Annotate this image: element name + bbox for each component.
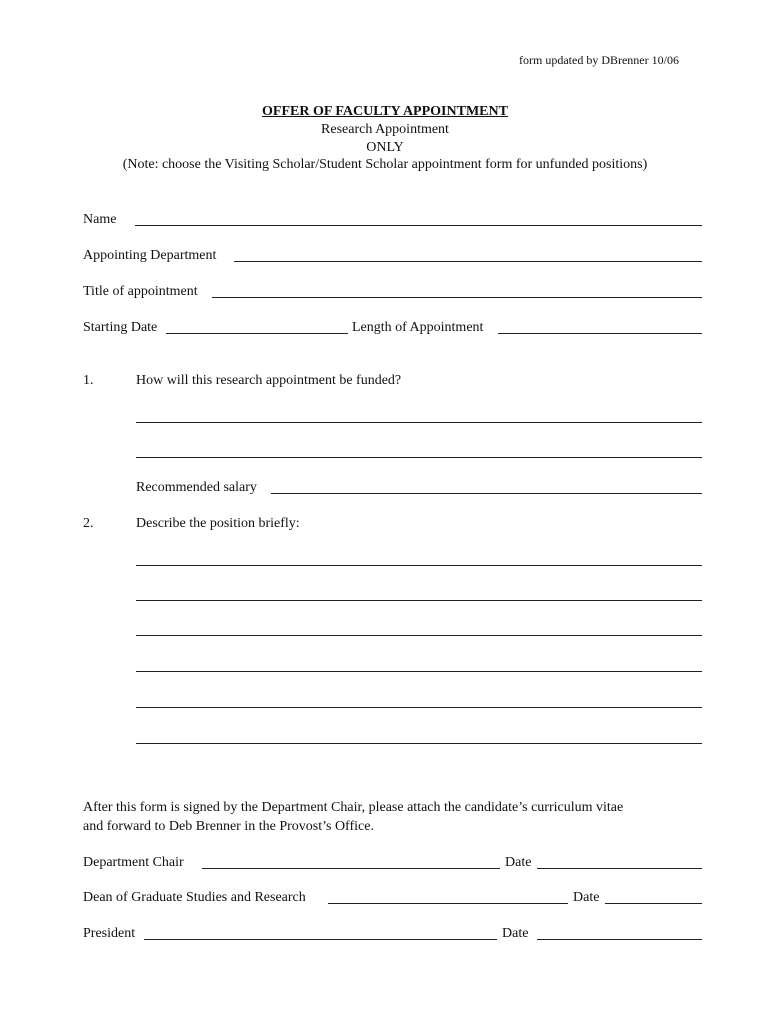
funding-answer-line[interactable] (136, 422, 702, 423)
form-subtitle: Research Appointment (321, 122, 449, 137)
dean-date-label: Date (573, 890, 600, 905)
description-answer-line[interactable] (136, 671, 702, 672)
form-note: (Note: choose the Visiting Scholar/Student Scholar appointment form for unfunded positions) (122, 157, 648, 172)
question-1-text: How will this research appointment be funded? (136, 373, 402, 388)
instructions-line-1: After this form is signed by the Department Chair, please attach the candidate’s curriculum vitae (83, 800, 624, 815)
dean-signature-line[interactable] (328, 903, 568, 904)
president-date-label: Date (502, 926, 529, 941)
title-of-appointment-label: Title of appointment (83, 284, 198, 299)
dean-date-line[interactable] (605, 903, 702, 904)
recommended-salary-line[interactable] (271, 493, 702, 494)
description-answer-line[interactable] (136, 707, 702, 708)
department-chair-label: Department Chair (83, 855, 184, 870)
president-signature-line[interactable] (144, 939, 497, 940)
question-1-number: 1. (83, 373, 94, 388)
dean-label: Dean of Graduate Studies and Research (83, 890, 306, 905)
starting-date-line[interactable] (166, 333, 348, 334)
appointing-department-label: Appointing Department (83, 248, 217, 263)
length-of-appointment-label: Length of Appointment (352, 320, 484, 335)
form-title: OFFER OF FACULTY APPOINTMENT (262, 104, 508, 119)
name-label: Name (83, 212, 117, 227)
starting-date-label: Starting Date (83, 320, 158, 335)
form-updated-note: form updated by DBrenner 10/06 (519, 53, 679, 67)
description-answer-line[interactable] (136, 635, 702, 636)
question-2-number: 2. (83, 516, 94, 531)
description-answer-line[interactable] (136, 743, 702, 744)
funding-answer-line[interactable] (136, 457, 702, 458)
instructions-line-2: and forward to Deb Brenner in the Provost’s Office. (83, 819, 374, 834)
name-line[interactable] (135, 225, 702, 226)
department-chair-date-label: Date (505, 855, 532, 870)
appointing-department-line[interactable] (234, 261, 702, 262)
department-chair-signature-line[interactable] (202, 868, 500, 869)
length-of-appointment-line[interactable] (498, 333, 702, 334)
description-answer-line[interactable] (136, 565, 702, 566)
description-answer-line[interactable] (136, 600, 702, 601)
recommended-salary-label: Recommended salary (136, 480, 257, 495)
form-subtitle-only: ONLY (366, 140, 404, 155)
question-2-text: Describe the position briefly: (136, 516, 300, 531)
department-chair-date-line[interactable] (537, 868, 702, 869)
president-label: President (83, 926, 136, 941)
president-date-line[interactable] (537, 939, 702, 940)
title-of-appointment-line[interactable] (212, 297, 702, 298)
